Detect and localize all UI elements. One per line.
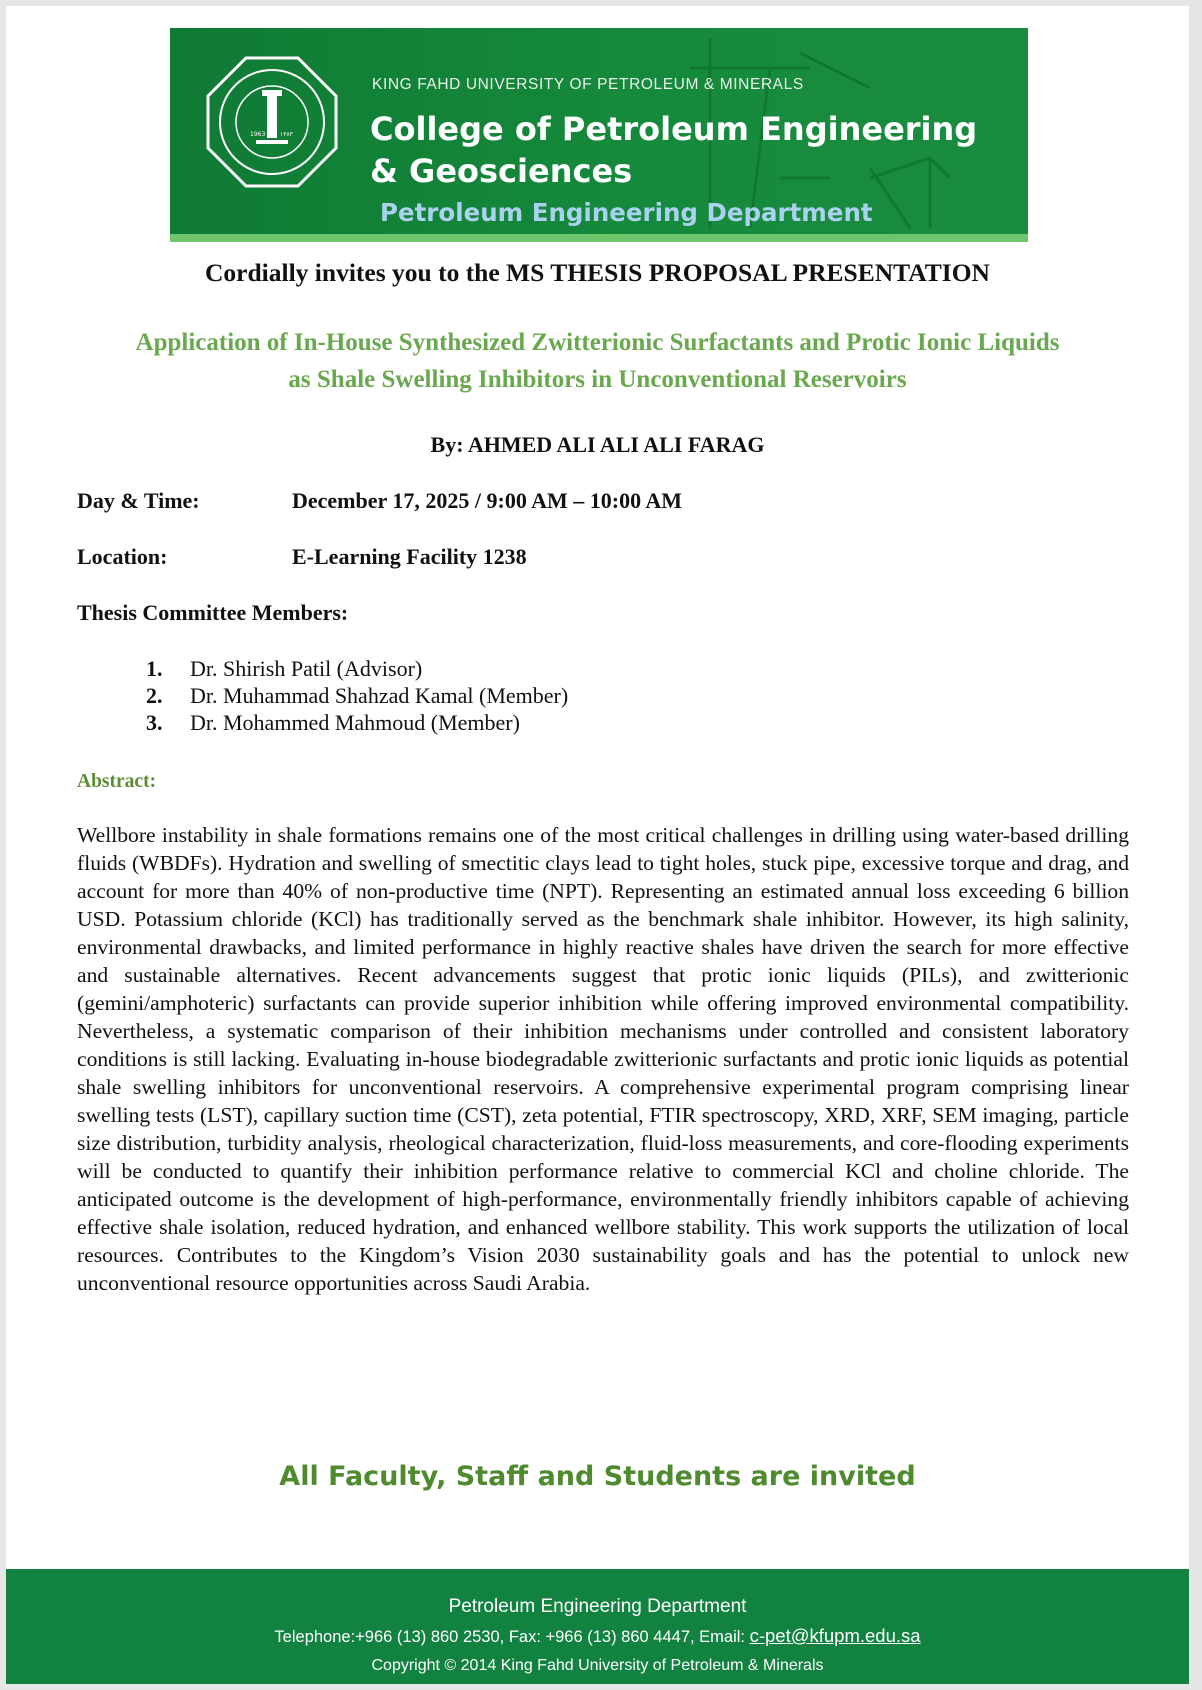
header-banner xyxy=(170,28,1028,242)
abstract-heading: Abstract: xyxy=(77,771,157,792)
list-item xyxy=(146,682,568,709)
footer-contact xyxy=(6,1625,1189,1647)
thesis-title-line2: as Shale Swelling Inhibitors in Unconventional Reservoirs xyxy=(288,366,907,393)
list-number: 3. xyxy=(146,710,163,735)
footer-department: Petroleum Engineering Department xyxy=(448,1596,747,1617)
banner-accent-stripe xyxy=(170,234,1028,242)
day-time-value: December 17, 2025 / 9:00 AM – 10:00 AM xyxy=(292,488,683,513)
thesis-title-line1: Application of In-House Synthesized Zwitterionic Surfactants and Protic Ionic Liquids xyxy=(135,329,1060,356)
abstract-text: Wellbore instability in shale formations remains one of the most critical challenges in drilling using water-based drilling fluids (WBDFs). Hydration and swelling of smectitic clays lead to tight holes, stuck pipe, excessive torque and drag, and account for more than 40% of non-productive time (NPT). Representing an estimated annual loss exceeding 6 billion USD. Potassium chloride (KCl) has traditionally served as the benchmark shale inhibitor. However, its high salinity, environmental drawbacks, and limited performance in highly reactive shales have driven the search for more effective and sustainable alternatives. Recent advancements suggest that protic ionic liquids (PILs), and zwitterionic (gemini/amphoteric) surfactants can provide superior inhibition while offering improved environmental compatibility. Nevertheless, a systematic comparison of their inhibition mechanisms under controlled and consistent laboratory conditions is still lacking. Evaluating in-house biodegradable zwitterionic surfactants and protic ionic liquids as potential shale swelling inhibitors for unconventional reservoirs. A comprehensive experimental program comprising linear swelling tests (LST), capillary suction time (CST), zeta potential, FTIR spectroscopy, XRD, XRF, SEM imaging, particle size distribution, turbidity analysis, rheological characterization, fluid-loss measurements, and core-flooding experiments will be conducted to quantify their inhibition performance relative to commercial KCl and choline chloride. The anticipated outcome is the development of high-performance, environmentally friendly inhibitors capable of achieving effective shale isolation, reduced hydration, and enhanced wellbore stability. This work supports the utilization of local resources. Contributes to the Kingdom’s Vision 2030 sustainability goals and has the potential to unlock new unconventional resource opportunities across Saudi Arabia. xyxy=(77,823,1129,1295)
day-time-label: Day & Time: xyxy=(77,488,200,513)
committee-member: Dr. Mohammed Mahmoud (Member) xyxy=(190,710,520,735)
committee-heading: Thesis Committee Members: xyxy=(77,600,349,625)
committee-member: Dr. Shirish Patil (Advisor) xyxy=(190,656,423,681)
university-name: KING FAHD UNIVERSITY OF PETROLEUM & MINERALS xyxy=(372,76,804,93)
list-item xyxy=(146,709,568,736)
seal-year-left: 1963 xyxy=(250,131,266,138)
invitation-heading: Cordially invites you to the MS THESIS PROPOSAL PRESENTATION xyxy=(205,258,990,287)
closing-invitation: All Faculty, Staff and Students are invited xyxy=(279,1461,916,1492)
college-name-line2: & Geosciences xyxy=(370,152,633,190)
seal-year-right: ١٣٨٣ xyxy=(280,131,293,138)
email-link[interactable]: c-pet@kfupm.edu.sa xyxy=(749,1625,921,1646)
kfupm-seal-icon xyxy=(206,56,338,188)
college-name xyxy=(370,108,1010,192)
department-name: Petroleum Engineering Department xyxy=(380,198,873,227)
author-line: By: AHMED ALI ALI ALI FARAG xyxy=(430,432,765,457)
footer-contact-text: Telephone:+966 (13) 860 2530, Fax: +966 (13) 860 4447, Email: xyxy=(274,1628,750,1646)
college-name-line1: College of Petroleum Engineering xyxy=(370,110,978,148)
list-item xyxy=(146,655,568,682)
list-number: 2. xyxy=(146,683,163,708)
footer xyxy=(6,1569,1189,1684)
committee-list xyxy=(146,655,568,736)
flyer-page xyxy=(6,6,1189,1684)
list-number: 1. xyxy=(146,656,163,681)
committee-member: Dr. Muhammad Shahzad Kamal (Member) xyxy=(190,683,569,708)
location-label: Location: xyxy=(77,544,168,569)
thesis-title xyxy=(66,324,1129,398)
location-value: E-Learning Facility 1238 xyxy=(292,544,527,569)
footer-copyright: Copyright © 2014 King Fahd University of Petroleum & Minerals xyxy=(371,1657,824,1674)
